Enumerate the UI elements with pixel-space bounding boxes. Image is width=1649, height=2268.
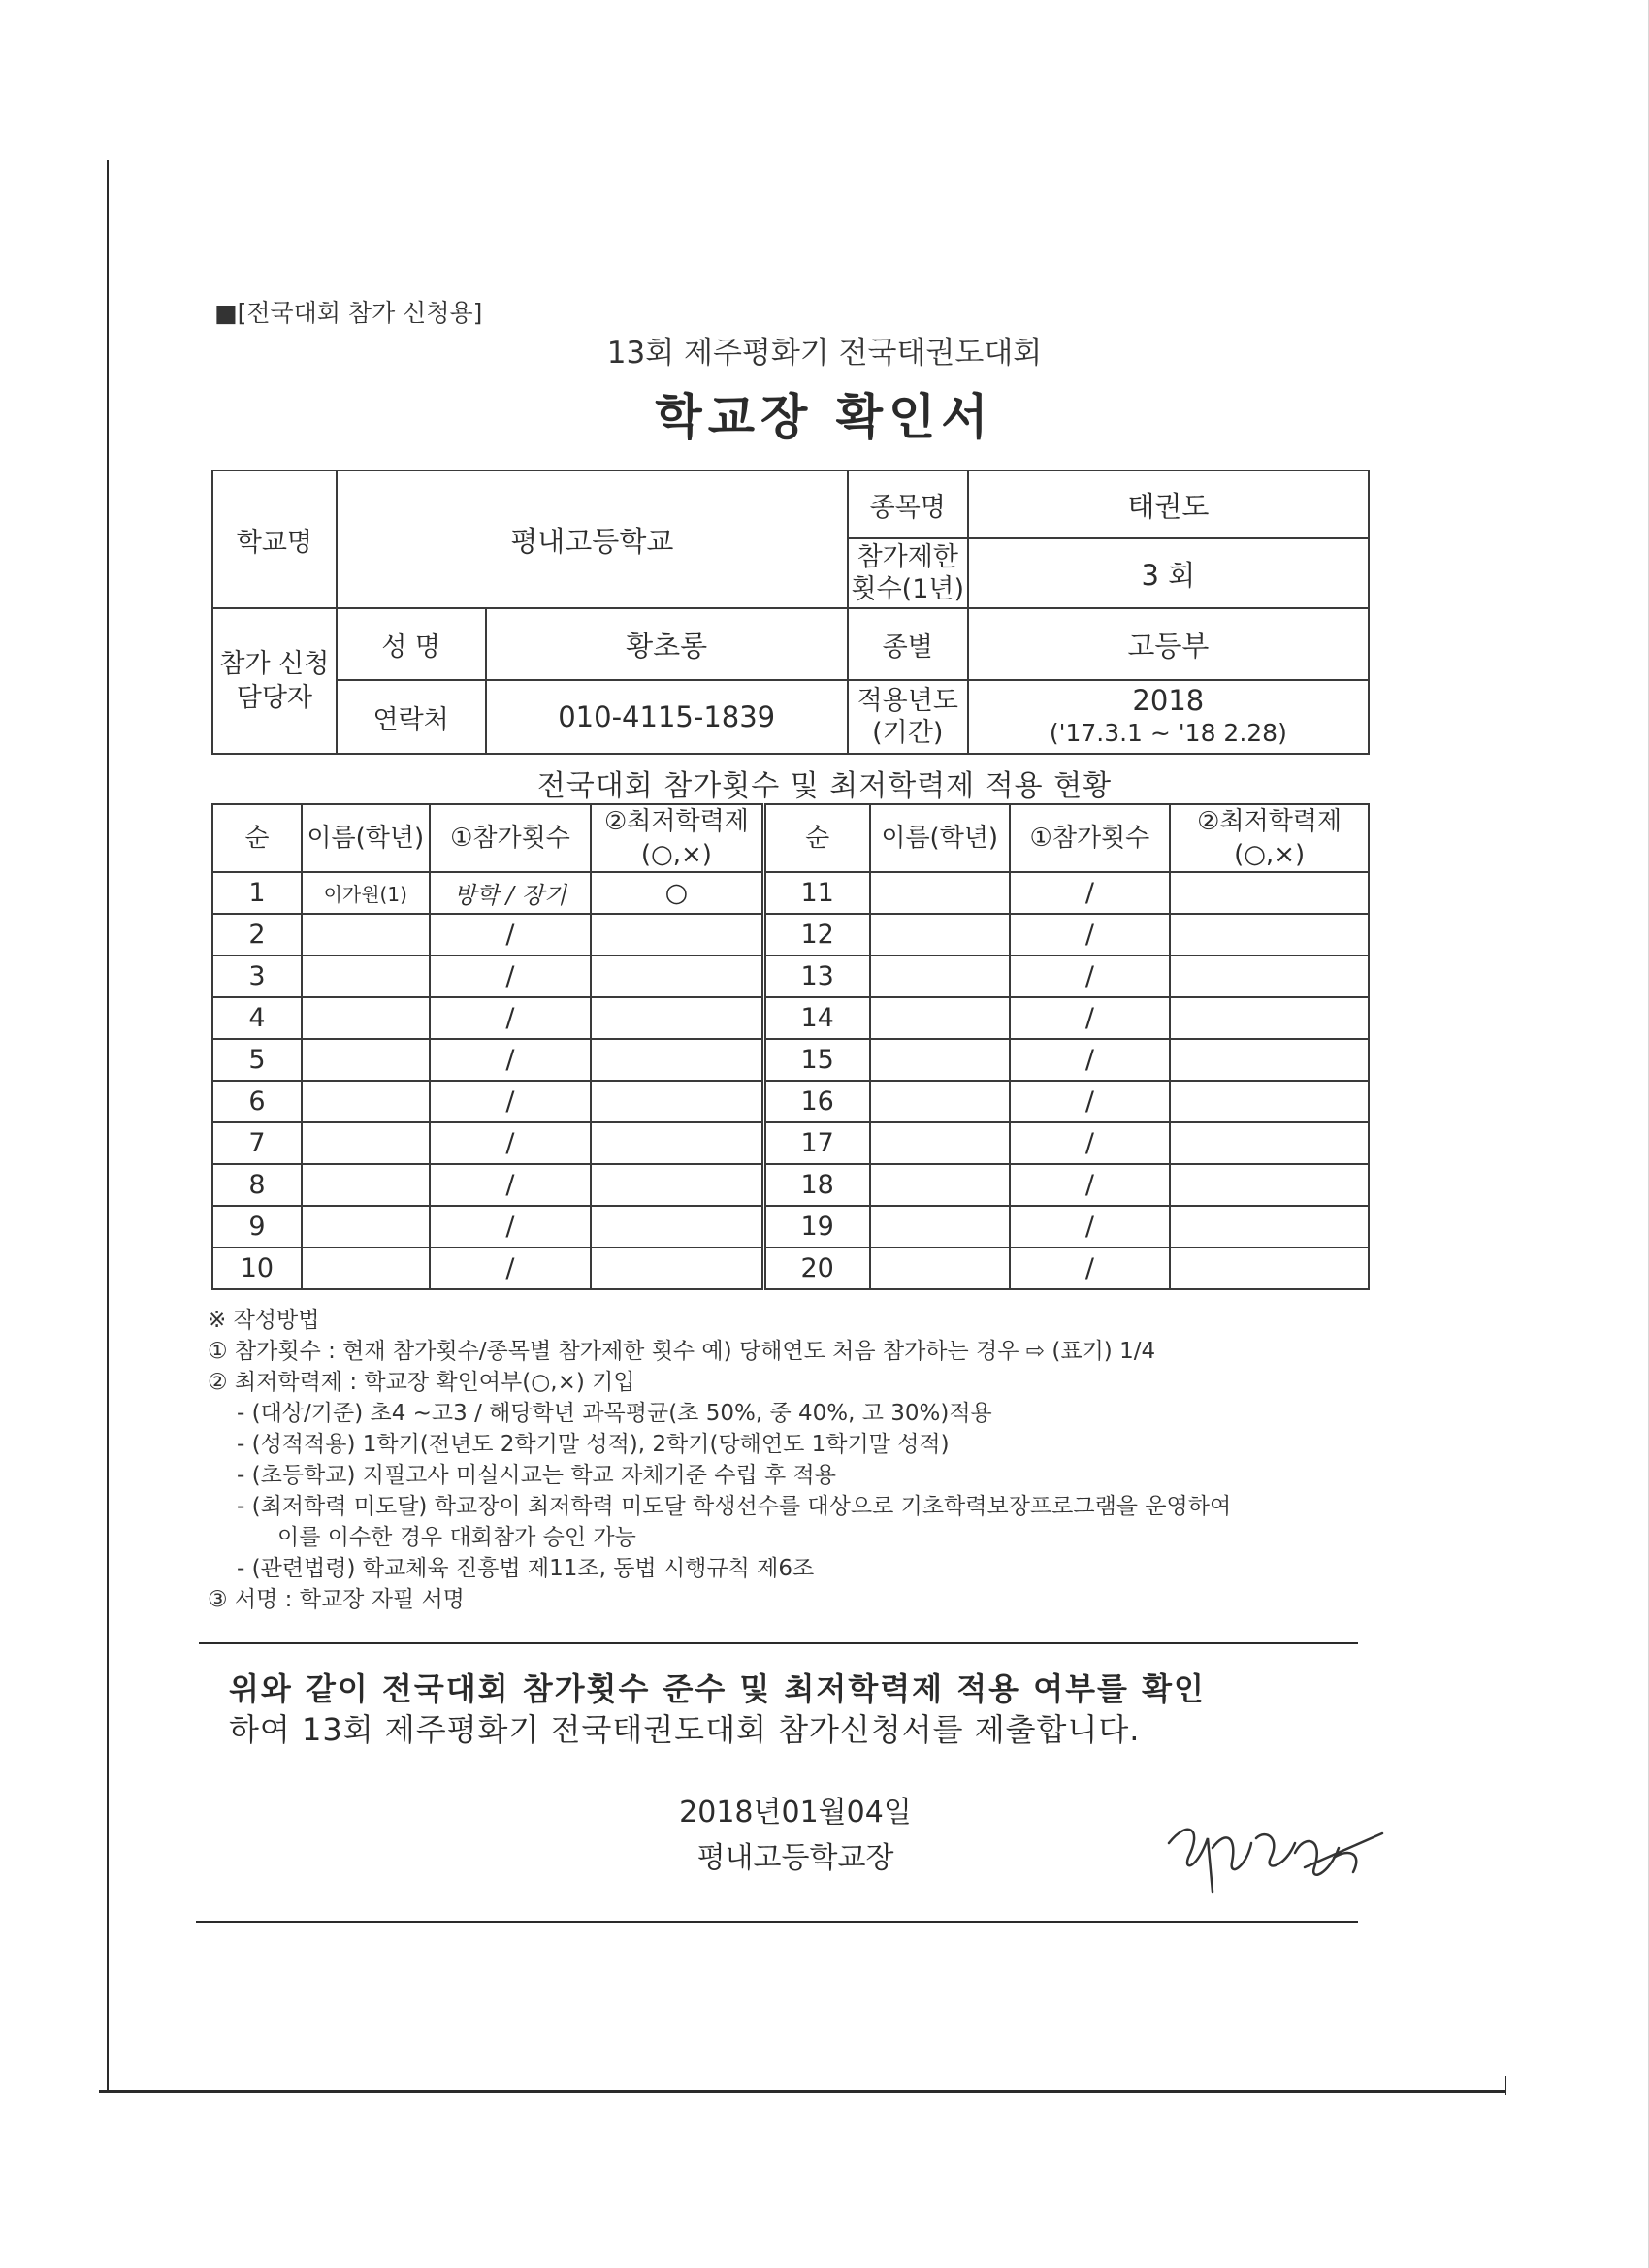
row-name	[870, 1081, 1010, 1122]
row-min-grade	[591, 1247, 763, 1289]
header-count: ①참가횟수	[430, 804, 592, 872]
row-no: 4	[212, 997, 302, 1039]
row-no: 10	[212, 1247, 302, 1289]
row-no: 8	[212, 1164, 302, 1206]
limit-label: 참가제한 횟수(1년)	[848, 538, 968, 608]
row-name	[302, 997, 430, 1039]
row-min-grade	[1170, 1247, 1369, 1289]
row-min-grade	[1170, 1039, 1369, 1081]
status-table-title: 전국대회 참가횟수 및 최저학력제 적용 현황	[536, 769, 1113, 803]
contact-label: 연락처	[337, 680, 486, 754]
divider	[199, 1642, 1358, 1644]
division-label: 종별	[848, 608, 968, 680]
contact-value: 010-4115-1839	[486, 680, 848, 754]
row-no: 13	[763, 956, 870, 997]
row-count: 방학 / 장기	[430, 872, 592, 914]
row-name	[870, 1164, 1010, 1206]
table-row	[212, 956, 1369, 997]
row-name	[302, 1164, 430, 1206]
row-min-grade	[591, 914, 763, 956]
division-value: 고등부	[968, 608, 1369, 680]
row-name	[870, 1122, 1010, 1164]
year-value: 2018	[1132, 684, 1205, 717]
row-no: 19	[763, 1206, 870, 1247]
row-name	[870, 914, 1010, 956]
manager-label: 참가 신청 담당자	[212, 608, 337, 754]
row-count: /	[430, 956, 592, 997]
event-label: 종목명	[848, 470, 968, 538]
row-min-grade	[1170, 1164, 1369, 1206]
row-count: /	[430, 1122, 592, 1164]
principal-signature	[1159, 1799, 1392, 1906]
row-min-grade	[1170, 914, 1369, 956]
row-min-grade	[591, 997, 763, 1039]
note-2a: - (대상/기준) 초4 ~고3 / 해당학년 과목평균(초 50%, 중 40%, 고 30%)적용	[237, 1401, 992, 1426]
note-2: ② 최저학력제 : 학교장 확인여부(○,×) 기입	[208, 1370, 635, 1395]
header-name: 이름(학년)	[870, 804, 1010, 872]
school-name-label: 학교명	[212, 470, 337, 608]
note-3: ③ 서명 : 학교장 자필 서명	[208, 1587, 465, 1612]
row-no: 5	[212, 1039, 302, 1081]
row-name: 이가원(1)	[302, 872, 430, 914]
row-count: /	[1010, 1247, 1171, 1289]
event-value: 태권도	[968, 470, 1369, 538]
row-no: 6	[212, 1081, 302, 1122]
row-count: /	[1010, 1164, 1171, 1206]
name-value: 황초롱	[486, 608, 848, 680]
note-2d-cont: 이를 이수한 경우 대회참가 승인 가능	[277, 1525, 636, 1550]
row-name	[302, 1122, 430, 1164]
instructions	[208, 1305, 1372, 1615]
row-name	[870, 956, 1010, 997]
row-name	[870, 1039, 1010, 1081]
row-min-grade: ○	[591, 872, 763, 914]
period-value: ('17.3.1 ~ '18 2.28)	[1049, 719, 1287, 747]
table-row	[212, 1247, 1369, 1289]
row-min-grade	[591, 1122, 763, 1164]
row-min-grade	[591, 1206, 763, 1247]
participation-status-table	[211, 803, 1370, 1290]
signer-title: 평내고등학교장	[696, 1841, 894, 1875]
row-count: /	[430, 997, 592, 1039]
year-cell	[968, 680, 1369, 754]
row-count: /	[1010, 956, 1171, 997]
row-no: 15	[763, 1039, 870, 1081]
row-no: 14	[763, 997, 870, 1039]
row-min-grade	[591, 1039, 763, 1081]
table-row	[212, 1206, 1369, 1247]
row-count: /	[1010, 1081, 1171, 1122]
header-no: 순	[763, 804, 870, 872]
year-label: 적용년도 (기간)	[848, 680, 968, 754]
row-no: 1	[212, 872, 302, 914]
row-no: 9	[212, 1206, 302, 1247]
header-no: 순	[212, 804, 302, 872]
table-row	[212, 1122, 1369, 1164]
row-count: /	[1010, 1122, 1171, 1164]
form-label: ■[전국대회 참가 신청용]	[214, 299, 483, 327]
row-no: 3	[212, 956, 302, 997]
row-min-grade	[1170, 1122, 1369, 1164]
document-title: 학교장 확인서	[655, 389, 994, 445]
row-name	[302, 956, 430, 997]
declaration	[229, 1669, 1344, 1750]
row-count: /	[430, 1206, 592, 1247]
declaration-line-2: 하여 13회 제주평화기 전국태권도대회 참가신청서를 제출합니다.	[229, 1711, 1141, 1748]
row-name	[302, 1206, 430, 1247]
school-name-value: 평내고등학교	[337, 470, 848, 608]
scan-bottom-border	[99, 2090, 1505, 2093]
row-name	[870, 997, 1010, 1039]
row-min-grade	[591, 956, 763, 997]
footer-rule	[196, 1921, 1358, 1923]
note-2c: - (초등학교) 지필고사 미실시교는 학교 자체기준 수립 후 적용	[237, 1463, 836, 1488]
row-count: /	[1010, 1039, 1171, 1081]
table-header-row	[212, 804, 1369, 872]
row-min-grade	[1170, 956, 1369, 997]
row-count: /	[430, 1039, 592, 1081]
row-no: 11	[763, 872, 870, 914]
declaration-line-1: 위와 같이 전국대회 참가횟수 준수 및 최저학력제 적용 여부를 확인	[229, 1670, 1206, 1707]
row-min-grade	[1170, 1081, 1369, 1122]
row-no: 17	[763, 1122, 870, 1164]
row-count: /	[430, 914, 592, 956]
row-name	[302, 1039, 430, 1081]
row-count: /	[1010, 872, 1171, 914]
table-row	[212, 1081, 1369, 1122]
row-count: /	[1010, 1206, 1171, 1247]
row-min-grade	[1170, 872, 1369, 914]
row-name	[302, 1247, 430, 1289]
table-row	[212, 872, 1369, 914]
row-count: /	[1010, 997, 1171, 1039]
note-2e: - (관련법령) 학교체육 진흥법 제11조, 동법 시행규칙 제6조	[237, 1556, 815, 1581]
header-count: ①참가횟수	[1010, 804, 1171, 872]
note-1: ① 참가횟수 : 현재 참가횟수/종목별 참가제한 횟수 예) 당해연도 처음 참가하는 경우 ⇨ (표기) 1/4	[208, 1339, 1156, 1364]
row-name	[302, 1081, 430, 1122]
table-row	[212, 1164, 1369, 1206]
row-no: 16	[763, 1081, 870, 1122]
row-no: 7	[212, 1122, 302, 1164]
name-label: 성 명	[337, 608, 486, 680]
row-no: 2	[212, 914, 302, 956]
note-2d: - (최저학력 미도달) 학교장이 최저학력 미도달 학생선수를 대상으로 기초학력보장프로그램을 운영하여	[237, 1494, 1232, 1519]
table-row	[212, 997, 1369, 1039]
row-no: 12	[763, 914, 870, 956]
header-min-grade: ②최저학력제 (○,×)	[1170, 804, 1369, 872]
event-name: 13회 제주평화기 전국태권도대회	[606, 336, 1043, 371]
row-name	[870, 1206, 1010, 1247]
header-name: 이름(학년)	[302, 804, 430, 872]
table-row	[212, 1039, 1369, 1081]
school-info-table	[211, 470, 1370, 755]
header-min-grade: ②최저학력제 (○,×)	[591, 804, 763, 872]
scan-corner-mark	[1505, 2076, 1506, 2095]
row-min-grade	[591, 1164, 763, 1206]
row-count: /	[430, 1081, 592, 1122]
row-min-grade	[591, 1081, 763, 1122]
row-name	[870, 1247, 1010, 1289]
row-min-grade	[1170, 1206, 1369, 1247]
date: 2018년01월04일	[679, 1796, 912, 1830]
row-count: /	[430, 1164, 592, 1206]
note-2b: - (성적적용) 1학기(전년도 2학기말 성적), 2학기(당해연도 1학기말 성적)	[237, 1432, 950, 1457]
row-count: /	[430, 1247, 592, 1289]
row-name	[870, 872, 1010, 914]
row-min-grade	[1170, 997, 1369, 1039]
limit-value: 3 회	[968, 538, 1369, 608]
row-no: 18	[763, 1164, 870, 1206]
instructions-heading: ※ 작성방법	[208, 1308, 320, 1333]
table-row	[212, 914, 1369, 956]
row-count: /	[1010, 914, 1171, 956]
row-name	[302, 914, 430, 956]
row-no: 20	[763, 1247, 870, 1289]
